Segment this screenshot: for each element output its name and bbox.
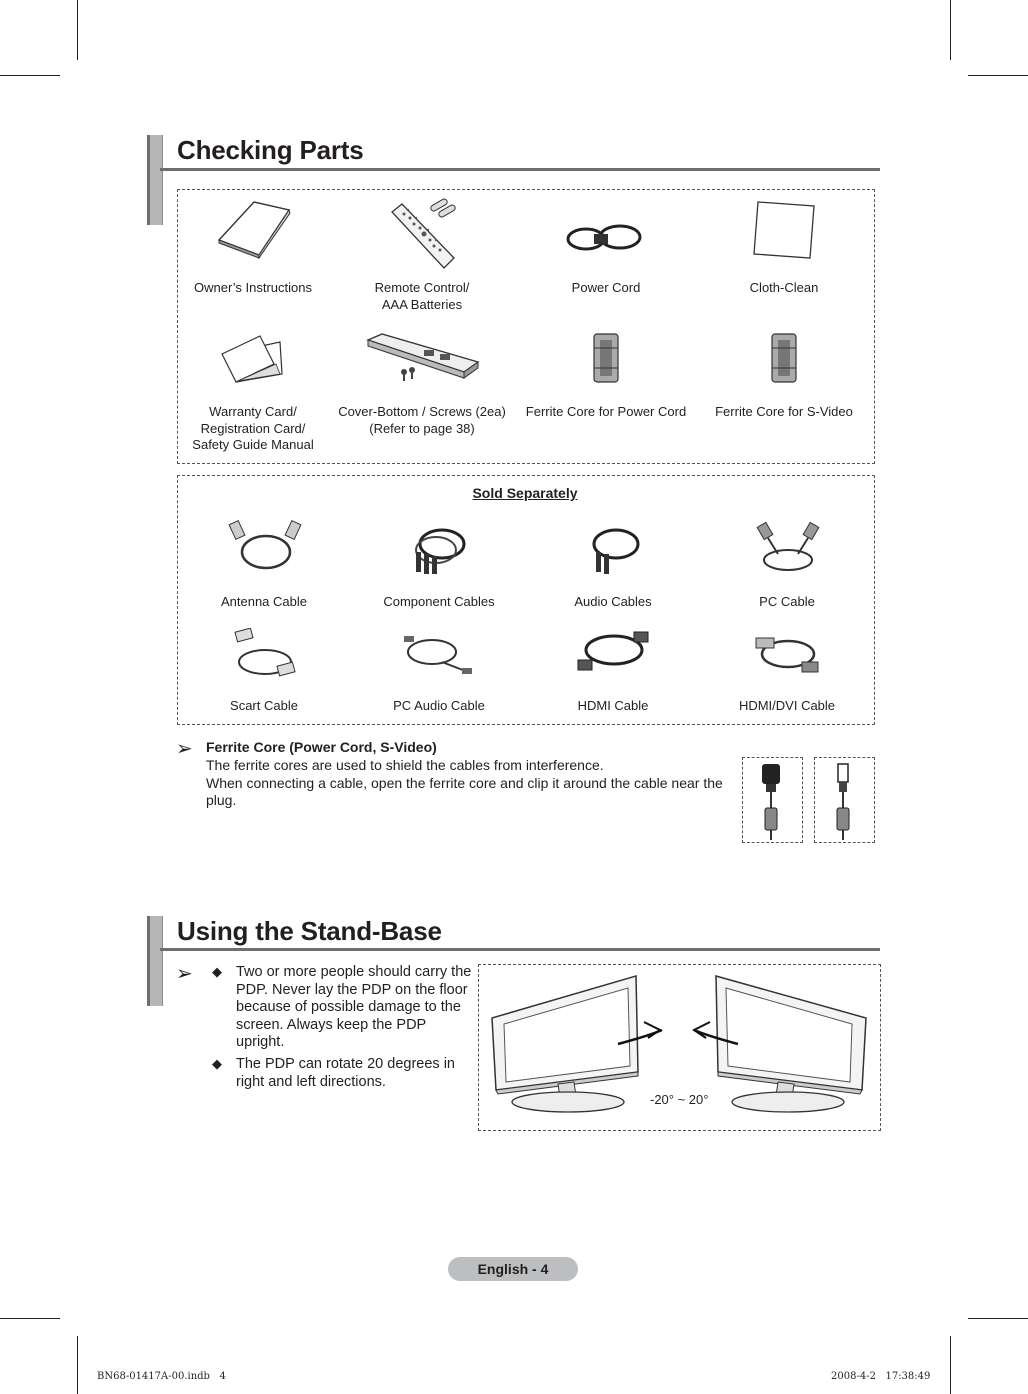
crop-mark xyxy=(950,0,951,60)
scart-cable-icon xyxy=(232,628,298,680)
part-label: Warranty Card/ Registration Card/ Safety Guide Manual xyxy=(192,404,314,452)
part-label: Owner’s Instructions xyxy=(193,280,312,295)
stand-bullet: The PDP can rotate 20 degrees in right and left directions. xyxy=(236,1056,455,1090)
hdmi-cable-icon xyxy=(576,628,650,678)
component-cables-icon xyxy=(406,520,472,576)
bullet-diamond-icon: ◆ xyxy=(212,1056,222,1071)
section-title-checking-parts: Checking Parts xyxy=(177,135,364,165)
crop-mark xyxy=(77,1336,78,1394)
ferrite-core-icon xyxy=(766,332,802,384)
ferrite-core-icon xyxy=(588,332,624,384)
part-label: Cloth-Clean xyxy=(749,280,819,295)
note-arrow-icon: ➢ xyxy=(176,963,193,985)
section-title-stand-base: Using the Stand-Base xyxy=(177,916,442,946)
part-label: Power Cord xyxy=(571,280,641,295)
crop-mark xyxy=(0,75,60,76)
accessory-label: Antenna Cable xyxy=(220,594,307,609)
power-cord-icon xyxy=(564,222,644,256)
accessory-label: HDMI Cable xyxy=(577,698,649,713)
crop-mark xyxy=(77,0,78,60)
accessory-label: PC Cable xyxy=(759,594,815,609)
crop-mark xyxy=(950,1336,951,1394)
cloth-icon xyxy=(752,200,818,260)
page-number-badge: English - 4 xyxy=(448,1257,578,1281)
audio-cables-icon xyxy=(582,520,644,576)
ferrite-note-line: The ferrite cores are used to shield the cables from interference. xyxy=(206,757,604,773)
stand-bullet: Two or more people should carry the PDP. Never lay the PDP on the floor because of possible damage to the screen. Always keep the PDP upright. xyxy=(236,964,472,1051)
crop-mark xyxy=(0,1318,60,1319)
accessory-label: PC Audio Cable xyxy=(393,698,485,713)
accessory-label: Audio Cables xyxy=(574,594,652,609)
pc-cable-icon xyxy=(754,520,822,576)
ferrite-note-heading: Ferrite Core (Power Cord, S-Video) xyxy=(206,739,437,755)
crop-mark xyxy=(968,1318,1028,1319)
accessory-label: Scart Cable xyxy=(230,698,298,713)
section-rule xyxy=(160,948,880,951)
pc-audio-cable-icon xyxy=(402,630,474,678)
remote-control-icon xyxy=(388,198,460,272)
ferrite-note-text xyxy=(206,757,740,810)
manual-icon xyxy=(214,200,294,260)
part-label: Cover-Bottom / Screws (2ea) (Refer to page 38) xyxy=(338,404,506,436)
cards-icon xyxy=(220,334,286,384)
print-slug-right: 2008-4-2 17:38:49 xyxy=(831,1371,931,1382)
part-label: Remote Control/ AAA Batteries xyxy=(374,280,470,312)
section-bar xyxy=(147,135,163,225)
section-bar xyxy=(147,916,163,1006)
sold-separately-heading: Sold Separately xyxy=(472,485,578,501)
bullet-diamond-icon: ◆ xyxy=(212,964,222,979)
part-label: Ferrite Core for S-Video xyxy=(715,404,853,419)
ferrite-note-line: When connecting a cable, open the ferrite core and clip it around the cable near the plug. xyxy=(206,774,723,808)
svideo-plug-ferrite-icon xyxy=(828,760,860,840)
note-arrow-icon: ➢ xyxy=(176,738,193,760)
crop-mark xyxy=(968,75,1028,76)
part-label: Ferrite Core for Power Cord xyxy=(525,404,687,419)
hdmi-dvi-cable-icon xyxy=(754,630,822,678)
antenna-cable-icon xyxy=(228,520,304,576)
accessory-label: Component Cables xyxy=(383,594,495,609)
power-plug-ferrite-icon xyxy=(756,760,788,840)
rotation-range-label: -20° ~ 20° xyxy=(650,1092,709,1107)
section-rule xyxy=(160,168,880,171)
accessory-label: HDMI/DVI Cable xyxy=(738,698,836,713)
cover-bottom-icon xyxy=(364,332,482,384)
print-slug-left: BN68-01417A-00.indb 4 xyxy=(97,1371,226,1382)
